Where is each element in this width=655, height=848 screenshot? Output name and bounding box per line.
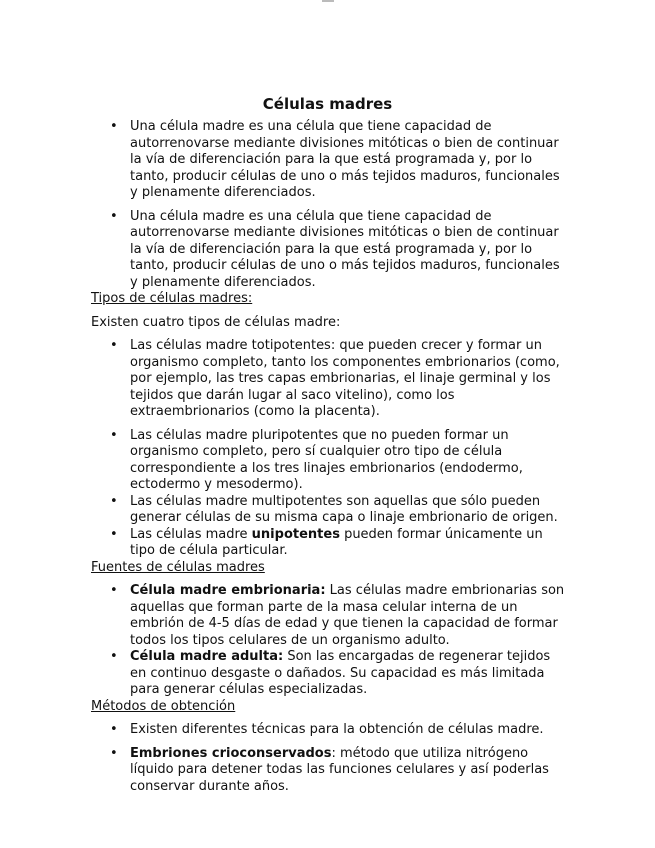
metodos-item-crioconservados — [91, 746, 566, 796]
tipos-item-multipotentes: • Las células madre multipotentes son aquellas que sólo pueden generar células de su misma capa o linaje embrionario de origen. — [91, 494, 566, 527]
section-heading-tipos: Tipos de células madres: — [91, 291, 253, 306]
metodos-list — [91, 722, 566, 795]
page-top-mark — [322, 0, 334, 2]
tipos-lead: Existen cuatro tipos de células madre: — [91, 314, 341, 330]
section-heading-metodos: Métodos de obtención — [91, 698, 236, 714]
fuentes-item-embrionaria-label: Célula madre embrionaria: — [130, 583, 326, 598]
intro-item-1: • Una célula madre es una célula que tiene capacidad de autorrenovarse mediante divisiones mitóticas o bien de continuar la vía de diferenciación para la que está programada y, por lo tanto, producir células de uno o más tejidos maduros, funcionales y plenamente diferenciados. — [91, 119, 566, 202]
metodos-item-crioconservados-text: : método que utiliza nitrógeno líquido para detener todas las funciones celulares y así poderlas conservar durante años. — [130, 745, 549, 794]
page-title: Células madres — [262, 95, 393, 113]
tipos-item-pluripotentes: • Las células madre pluripotentes que no pueden formar un organismo completo, pero sí cualquier otro tipo de célula correspondiente a los tres linajes embrionarios (endodermo, ectodermo y mesodermo). — [91, 428, 566, 494]
section-heading-fuentes: Fuentes de células madres — [91, 559, 265, 575]
tipos-item-totipotentes: • Las células madre totipotentes: que pueden crecer y formar un organismo completo, tanto los componentes embrionarios (como, por ejemplo, las tres capas embrionarias, el linaje germinal y los tejidos que darán lugar al saco vitelino), como los extraembrionarios (como la placenta). — [91, 338, 566, 421]
metodos-item-crioconservados-label: Embriones crioconservados — [130, 745, 332, 761]
document-body — [91, 119, 566, 795]
fuentes-item-adulta-text: Son las encargadas de regenerar tejidos en continuo desgaste o dañados. Su capacidad es más limitada para generar células especializadas. — [130, 649, 551, 697]
fuentes-item-adulta-label: Célula madre adulta: — [130, 649, 284, 664]
tipos-item-unipotentes — [91, 527, 566, 560]
unipotentes-before: Las células madre — [130, 526, 252, 542]
fuentes-item-embrionaria-text: Las células madre embrionarias son aquellas que forman parte de la masa celular interna de un embrión de 4-5 días de edad y que tienen la capacidad de formar todos los tipos celulares de un organismo adulto. — [130, 583, 565, 648]
fuentes-item-adulta — [91, 649, 566, 699]
metodos-item-tecnicas: • Existen diferentes técnicas para la obtención de células madre. — [91, 722, 566, 739]
unipotentes-after: pueden formar únicamente un tipo de célula particular. — [130, 526, 543, 558]
intro-item-2: • Una célula madre es una célula que tiene capacidad de autorrenovarse mediante divisiones mitóticas o bien de continuar la vía de diferenciación para la que está programada y, por lo tanto, producir células de uno o más tejidos maduros, funcionales y plenamente diferenciados. — [91, 209, 566, 292]
tipos-list — [91, 338, 566, 560]
unipotentes-bold: unipotentes — [251, 526, 340, 542]
fuentes-item-embrionaria — [91, 583, 566, 649]
intro-list — [91, 119, 566, 291]
fuentes-list — [91, 583, 566, 699]
